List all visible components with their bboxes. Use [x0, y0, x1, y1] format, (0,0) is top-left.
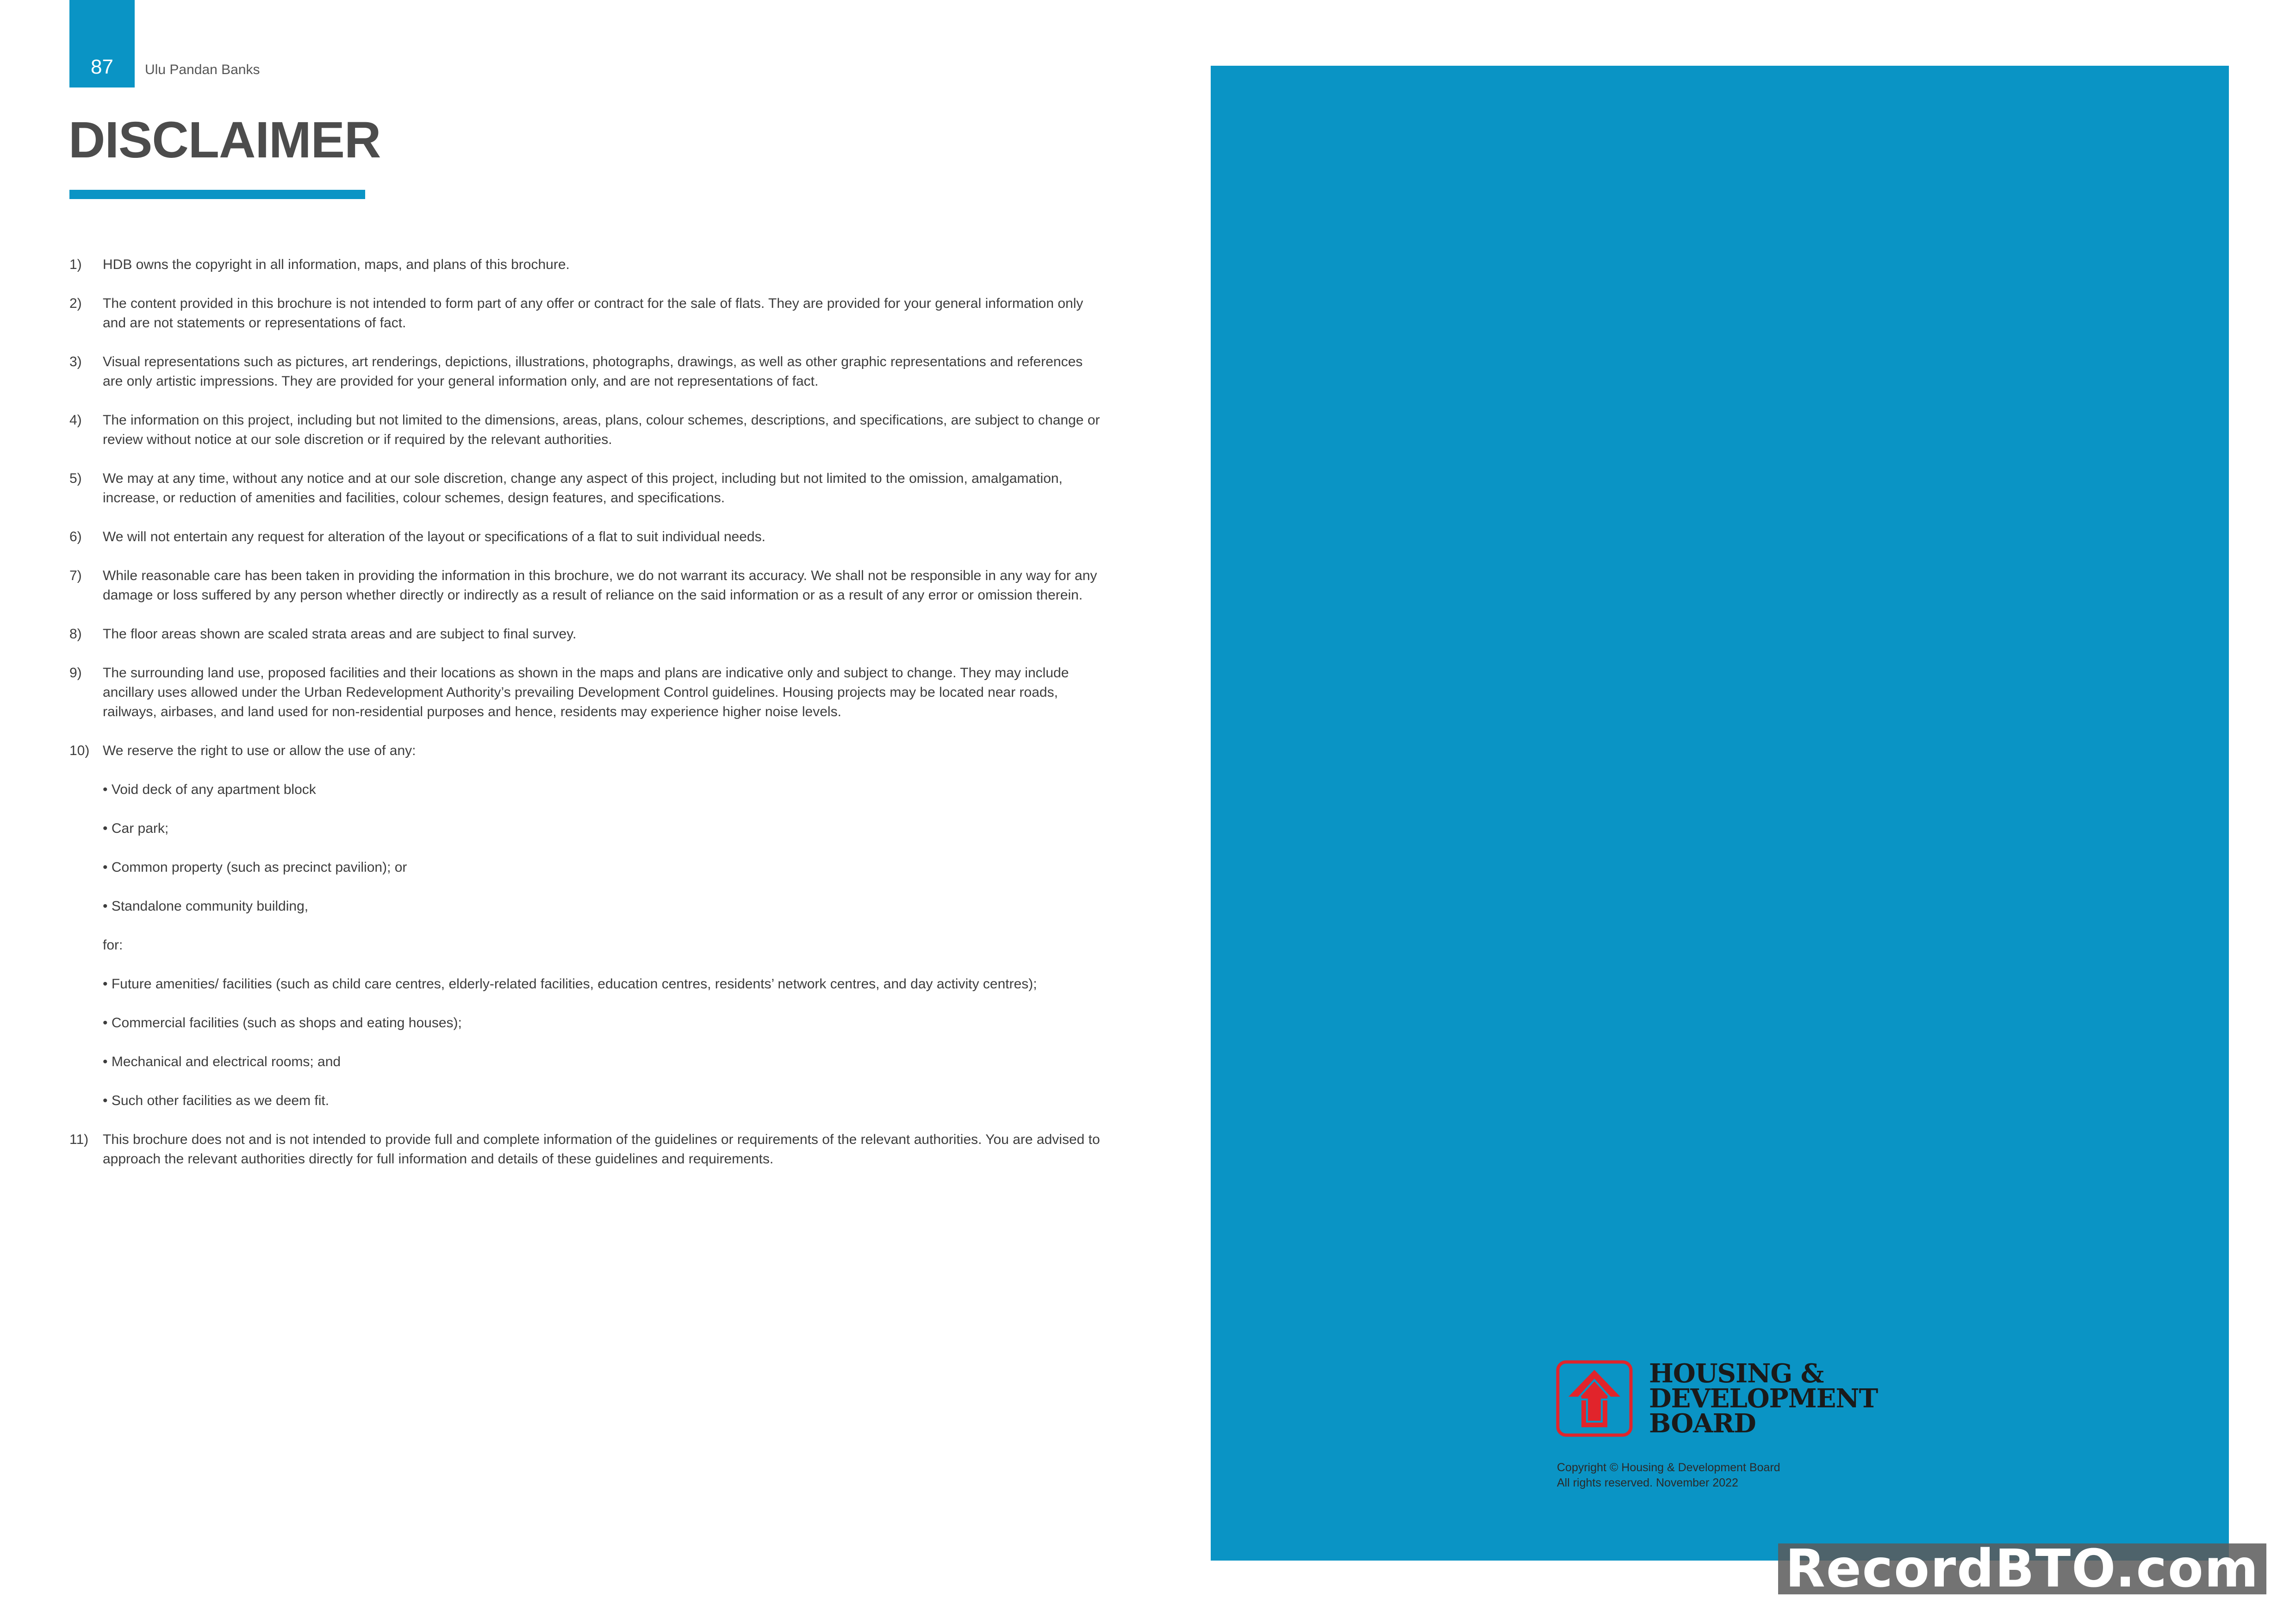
disclaimer-item-5 [69, 469, 1101, 508]
item-text: We may at any time, without any notice and at our sole discretion, change any aspect of this project, including but not limited to the omission, amalgamation, increase, or reduction of amenities and facilities, colour schemes, design features, and specifications. [103, 471, 1063, 506]
item-number: 3) [69, 354, 82, 369]
bullet-purpose: • Future amenities/ facilities (such as child care centres, elderly-related facilities, education centres, residents’ network centres, and day activity centres); [103, 976, 1037, 992]
copyright-notice [1557, 1460, 1780, 1491]
blue-back-cover-panel [1211, 66, 2229, 1561]
disclaimer-item-3 [69, 352, 1101, 391]
item-text: We will not entertain any request for alteration of the layout or specifications of a flat to suit individual needs. [103, 529, 765, 544]
disclaimer-item-7 [69, 566, 1101, 605]
item-number: 7) [69, 568, 82, 583]
logo-line-1: HOUSING & [1649, 1358, 1824, 1389]
copyright-line-2: All rights reserved. November 2022 [1557, 1476, 1738, 1489]
item-number: 5) [69, 471, 82, 486]
item-number: 8) [69, 626, 82, 642]
hdb-logo [1556, 1360, 1878, 1437]
item-text: We reserve the right to use or allow the use of any: [103, 743, 416, 758]
for-label: for: [103, 937, 123, 953]
bullet-purpose: • Such other facilities as we deem fit. [103, 1093, 330, 1108]
disclaimer-item-2 [69, 294, 1101, 333]
item-number: 10) [69, 743, 90, 758]
item-number: 11) [69, 1132, 89, 1147]
recordbto-watermark: RecordBTO.com [1778, 1543, 2266, 1594]
copyright-line-1: Copyright © Housing & Development Board [1557, 1461, 1780, 1474]
item-number: 2) [69, 296, 82, 311]
item-text: While reasonable care has been taken in providing the information in this brochure, we do not warrant its accuracy. We shall not be responsible in any way for any damage or loss suffered by any person whether directly or indirectly as a result of reliance on the said information or as a result of any error or omission therein. [103, 568, 1097, 603]
disclaimer-item-10 [69, 741, 1101, 761]
bullet-place: • Car park; [103, 821, 169, 836]
disclaimer-item-6 [69, 527, 1101, 547]
page-number-box [69, 0, 135, 87]
disclaimer-item-11 [69, 1130, 1101, 1169]
item-text: The surrounding land use, proposed facilities and their locations as shown in the maps and plans are indicative only and subject to change. They may include ancillary uses allowed under the Urban Redevelopment Authority’s prevailing Development Control guidelines. Housing projects may be located near roads, railways, airbases, and land used for non-residential purposes and hence, residents may experience higher noise levels. [103, 665, 1069, 719]
item-text: HDB owns the copyright in all information, maps, and plans of this brochure. [103, 257, 570, 272]
hdb-logo-text [1649, 1358, 1878, 1439]
item-text: The information on this project, including but not limited to the dimensions, areas, plans, colour schemes, descriptions, and specifications, are subject to change or review without notice at our sole discretion or if required by the relevant authorities. [103, 412, 1100, 447]
item-text: This brochure does not and is not intended to provide full and complete information of the guidelines or requirements of the relevant authorities. You are advised to approach the relevant authorities directly for full information and details of these guidelines and requirements. [103, 1132, 1100, 1167]
title-underline [69, 190, 365, 199]
disclaimer-item-9 [69, 663, 1101, 722]
logo-line-2: DEVELOPMENT [1649, 1383, 1878, 1414]
item-text: The floor areas shown are scaled strata areas and are subject to final survey. [103, 626, 577, 642]
page-title: DISCLAIMER [68, 112, 381, 169]
item-number: 4) [69, 412, 82, 428]
bullet-place: • Void deck of any apartment block [103, 782, 316, 797]
disclaimer-item-4 [69, 411, 1101, 450]
disclaimer-item-8 [69, 625, 1101, 644]
logo-line-3: BOARD [1649, 1408, 1756, 1439]
bullet-place: • Standalone community building, [103, 899, 309, 914]
item-text: The content provided in this brochure is not intended to form part of any offer or contract for the sale of flats. They are provided for your general information only and are not statements or representations of fact. [103, 296, 1083, 331]
bullet-purpose: • Commercial facilities (such as shops and eating houses); [103, 1015, 462, 1031]
item-number: 6) [69, 529, 82, 544]
item-text: Visual representations such as pictures, art renderings, depictions, illustrations, photographs, drawings, as well as other graphic representations and references are only artistic impressions. They are provided for your general information only, and are not representations of fact. [103, 354, 1083, 389]
hdb-house-arrow-icon [1556, 1360, 1633, 1437]
disclaimer-list [69, 255, 1101, 1188]
project-name: Ulu Pandan Banks [145, 62, 260, 77]
disclaimer-item-1 [69, 255, 1101, 275]
page-number: 87 [91, 56, 113, 78]
item-number: 9) [69, 665, 82, 681]
bullet-purpose: • Mechanical and electrical rooms; and [103, 1054, 341, 1069]
bullet-place: • Common property (such as precinct pavilion); or [103, 860, 407, 875]
item-number: 1) [69, 257, 82, 272]
